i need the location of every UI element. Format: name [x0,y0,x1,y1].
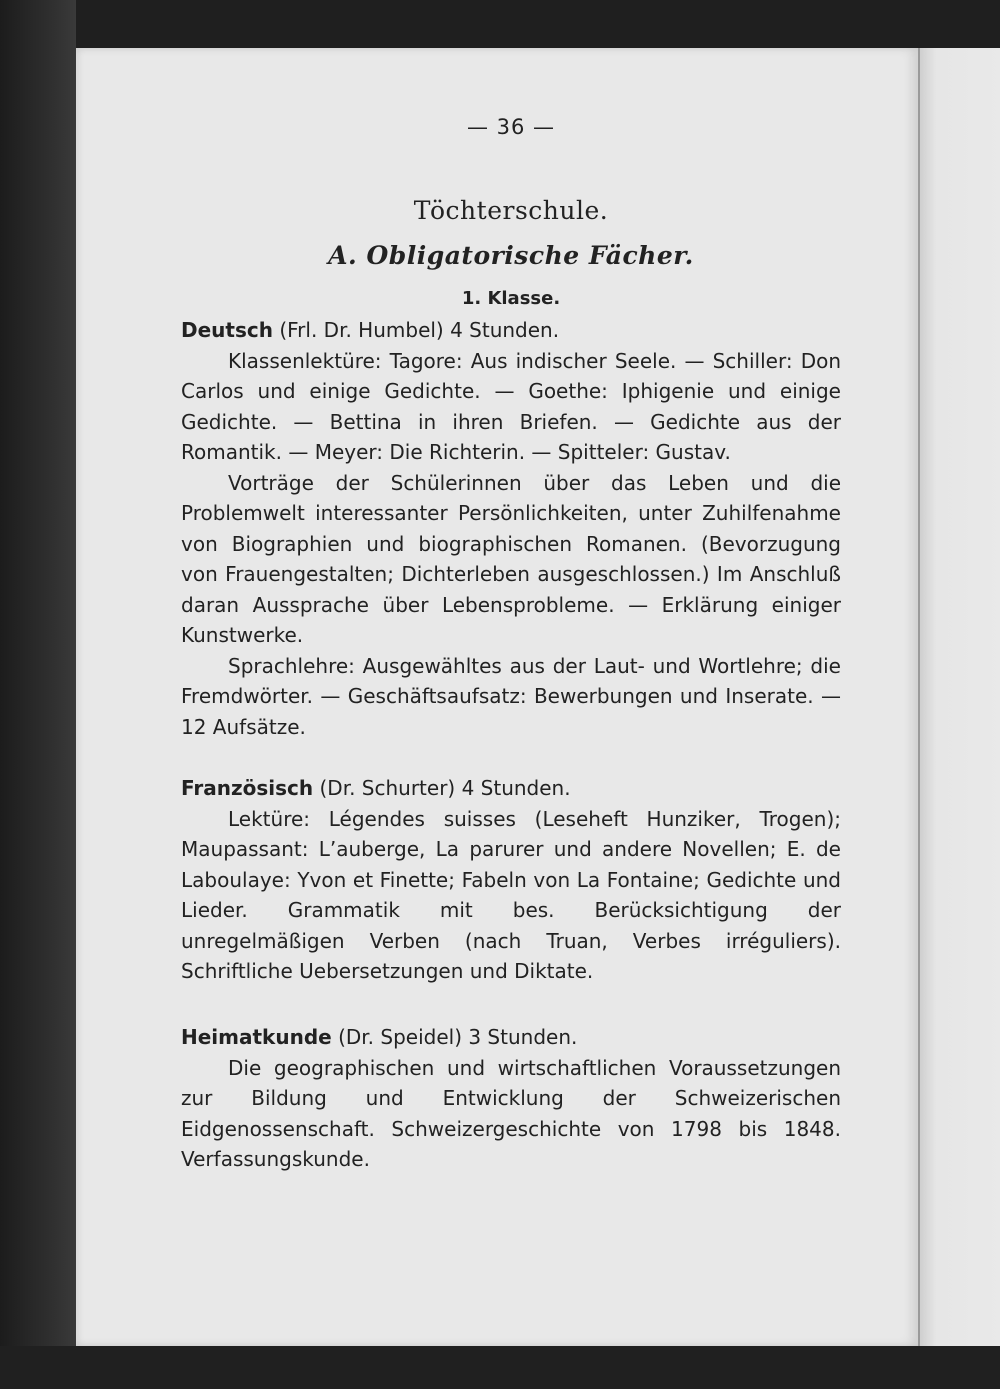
subject-heading [181,315,841,346]
subject-details: (Dr. Speidel) 3 Stunden. [338,1025,578,1049]
subject-franzoesisch [181,773,841,987]
adjacent-page-edge [918,48,1000,1346]
section-title: Töchterschule. [413,196,609,225]
subject-heimatkunde [181,1022,841,1175]
class-heading: 1. Klasse. [461,288,561,309]
subject-details: (Frl. Dr. Humbel) 4 Stunden. [279,318,560,342]
paragraph: Vorträge der Schülerinnen über das Leben und die Problemwelt interessanter Persönlichkeiten, unter Zuhilfenahme von Biographien und biographischen Romanen. (Bevorzugung von Frauengestalten; Dichterleben ausgeschlossen.) Im Anschluß daran Aussprache über Lebensprobleme. — Erklärung einiger Kunstwerke. [181,470,841,647]
subject-heading [181,1022,841,1053]
subject-heading [181,773,841,804]
paragraph: Klassenlektüre: Tagore: Aus indischer Seele. — Schiller: Don Carlos und einige Gedichte. — Goethe: Iphigenie und einige Gedichte. — Bettina in ihren Briefen. — Gedichte aus der Romantik. — Meyer: Die Richterin. — Spitteler: Gustav. [181,348,841,464]
subject-name: Deutsch [181,318,273,342]
subject-details: (Dr. Schurter) 4 Stunden. [319,776,571,800]
paragraph: Die geographischen und wirtschaftlichen Voraussetzungen zur Bildung und Entwicklung der Schweizerischen Eidgenossenschaft. Schweizergeschichte von 1798 bis 1848. Verfassungskunde. [181,1055,841,1171]
subject-name: Heimatkunde [181,1025,332,1049]
paragraph: Lektüre: Légendes suisses (Leseheft Hunziker, Trogen); Maupassant: L’auberge, La parurer und andere Novellen; E. de Laboulaye: Yvon et Finette; Fabeln von La Fontaine; Gedichte und Lieder. Grammatik mit bes. Berücksichtigung der unregelmäßigen Verben (nach Truan, Verbes irréguliers). Schriftliche Uebersetzungen und Diktate. [181,806,841,983]
scan-background-left [0,0,76,1389]
paragraph: Sprachlehre: Ausgewähltes aus der Laut- und Wortlehre; die Fremdwörter. — Geschäftsaufsatz: Bewerbungen und Inserate. — 12 Aufsätze. [181,653,841,739]
scan-background-top [0,0,1000,48]
subtitle: A. Obligatorische Fächer. [328,241,694,270]
book-page [76,48,918,1346]
subject-deutsch [181,315,841,742]
page-number: — 36 — [466,115,556,139]
subject-name: Französisch [181,776,314,800]
scan-background-bottom [0,1346,1000,1389]
